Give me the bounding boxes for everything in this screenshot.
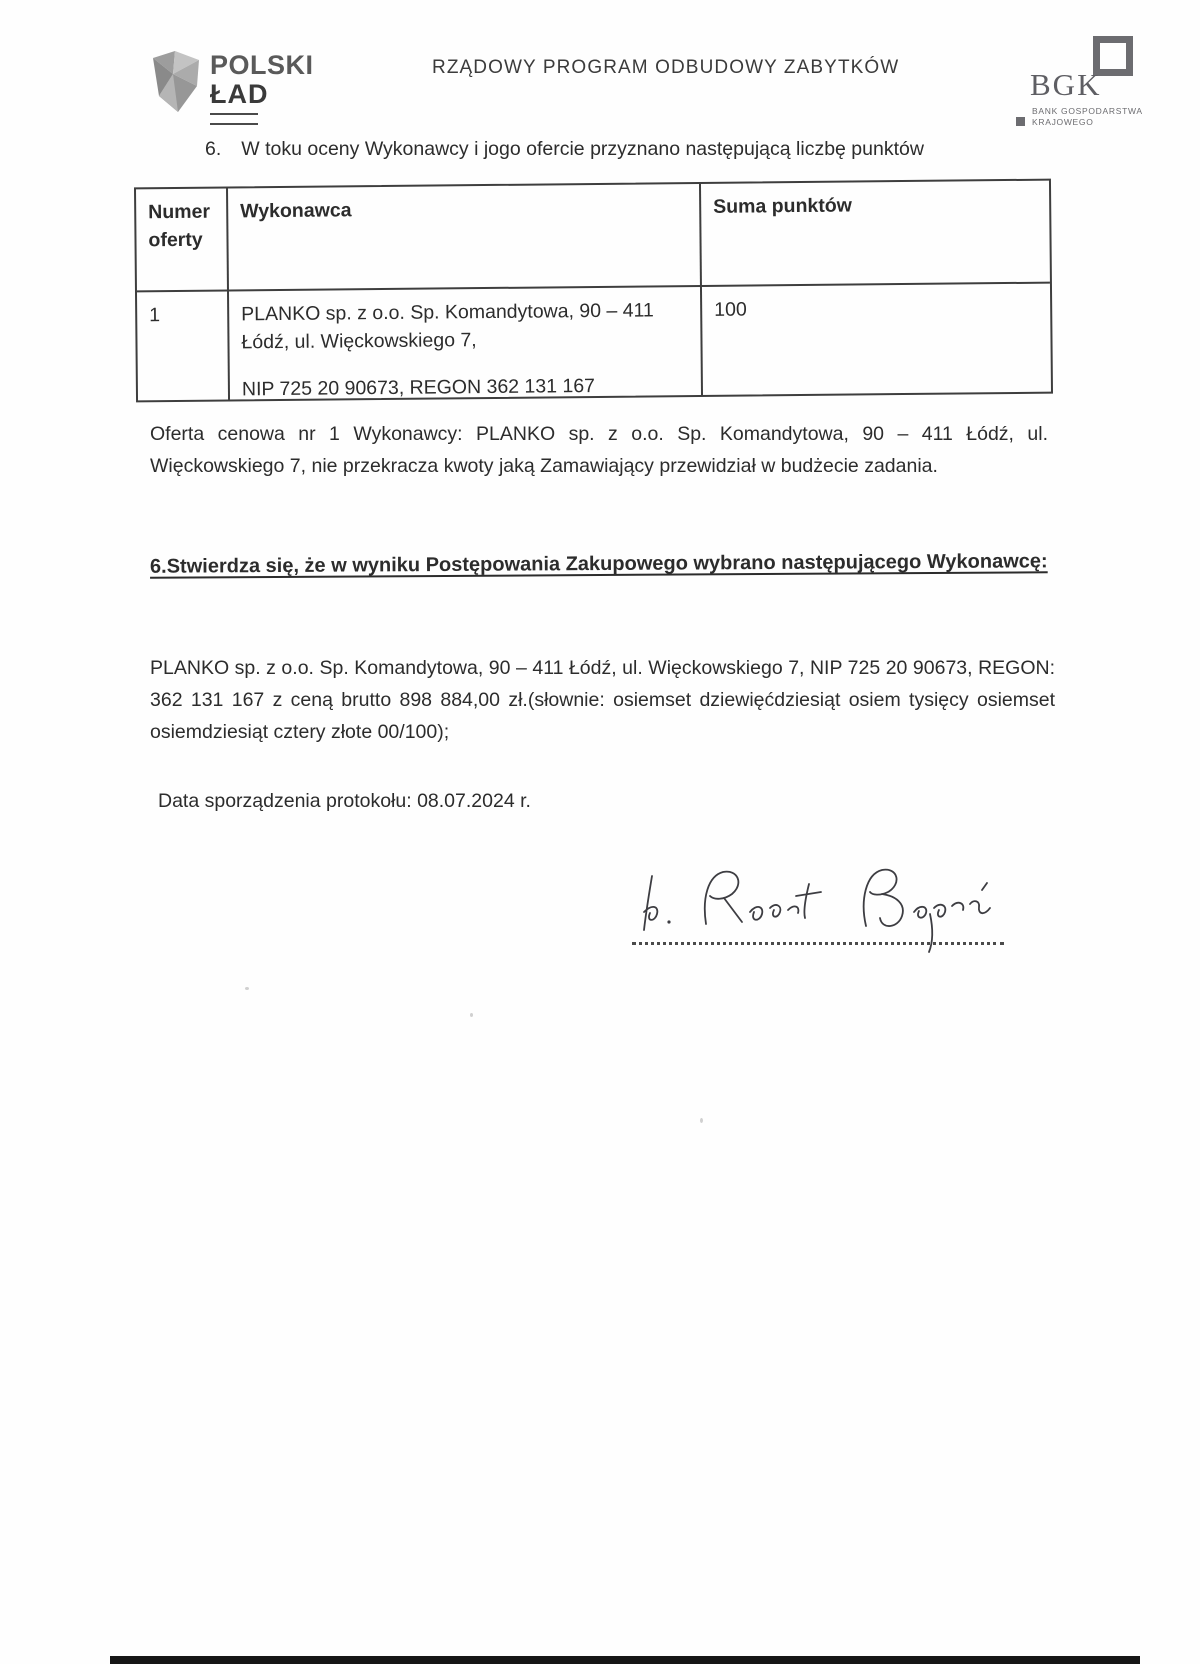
table-header-row — [136, 181, 1050, 293]
table-header-wykonawca: Wykonawca — [228, 184, 702, 292]
polski-lad-underline — [210, 113, 258, 125]
table-header-suma-punktow: Suma punktów — [701, 181, 1050, 287]
polski-lad-wordmark — [210, 50, 314, 125]
wykonawca-nip-regon: NIP 725 20 90673, REGON 362 131 167 — [241, 374, 596, 400]
wykonawca-address: PLANKO sp. z o.o. Sp. Komandytowa, 90 – 411 Łódź, ul. Więckowskiego 7, — [241, 299, 654, 354]
cell-numer-oferty: 1 — [137, 291, 230, 400]
scan-artifact-bottom-bar — [110, 1656, 1140, 1664]
paragraph-oferta-cenowa: Oferta cenowa nr 1 Wykonawcy: PLANKO sp. z o.o. Sp. Komandytowa, 90 – 411 Łódź, ul. Więckowskiego 7, nie przekracza kwoty jaką Zamawiający przewidział w budżecie zadania. — [150, 423, 1048, 477]
polski-lad-line2: ŁAD — [210, 79, 269, 109]
bgk-subtitle — [1032, 106, 1143, 129]
intro-text: W toku oceny Wykonawcy i jogo ofercie przyznano następującą liczbę punktów — [241, 138, 924, 160]
cell-wykonawca — [229, 287, 703, 400]
scan-speck — [470, 1013, 473, 1017]
handwritten-signature — [628, 850, 1013, 955]
bgk-abbreviation: BGK — [1030, 67, 1102, 102]
scan-speck — [700, 1118, 703, 1123]
paragraph-wybrany-wykonawca: PLANKO sp. z o.o. Sp. Komandytowa, 90 – 411 Łódź, ul. Więckowskiego 7, NIP 725 20 90673, REGON: 362 131 167 z ceną brutto 898 884,00 zł.(słownie: osiemset dziewięćdziesiąt osiem tysięcy osiemset osiemdziesiąt cztery złote 00/100); — [150, 657, 1055, 743]
intro-line — [205, 138, 924, 161]
bgk-dot-icon — [1016, 117, 1025, 126]
signature-dotted-line — [632, 942, 1004, 945]
table-header-numer-oferty: Numer oferty — [136, 189, 229, 293]
intro-number: 6. — [205, 138, 222, 160]
bgk-logo — [1008, 36, 1158, 131]
program-title: RZĄDOWY PROGRAM ODBUDOWY ZABYTKÓW — [432, 57, 900, 78]
heading-stwierdzenie: 6.Stwierdza się, że w wyniku Postępowania Zakupowego wybrano następującego Wykonawcę: — [149, 550, 1048, 578]
polski-lad-line1: POLSKI — [210, 50, 314, 80]
table-row — [137, 284, 1051, 401]
polski-lad-shield-icon — [150, 50, 202, 116]
score-table — [134, 179, 1053, 403]
polski-lad-logo — [150, 50, 314, 125]
signature-block — [628, 850, 1013, 955]
protocol-date-line: Data sporządzenia protokołu: 08.07.2024 r. — [158, 790, 531, 812]
scan-speck — [245, 987, 249, 990]
cell-suma-punktow: 100 — [714, 298, 747, 321]
bgk-subtitle-line1: BANK GOSPODARSTWA — [1032, 106, 1143, 116]
bgk-subtitle-line2: KRAJOWEGO — [1032, 117, 1094, 128]
